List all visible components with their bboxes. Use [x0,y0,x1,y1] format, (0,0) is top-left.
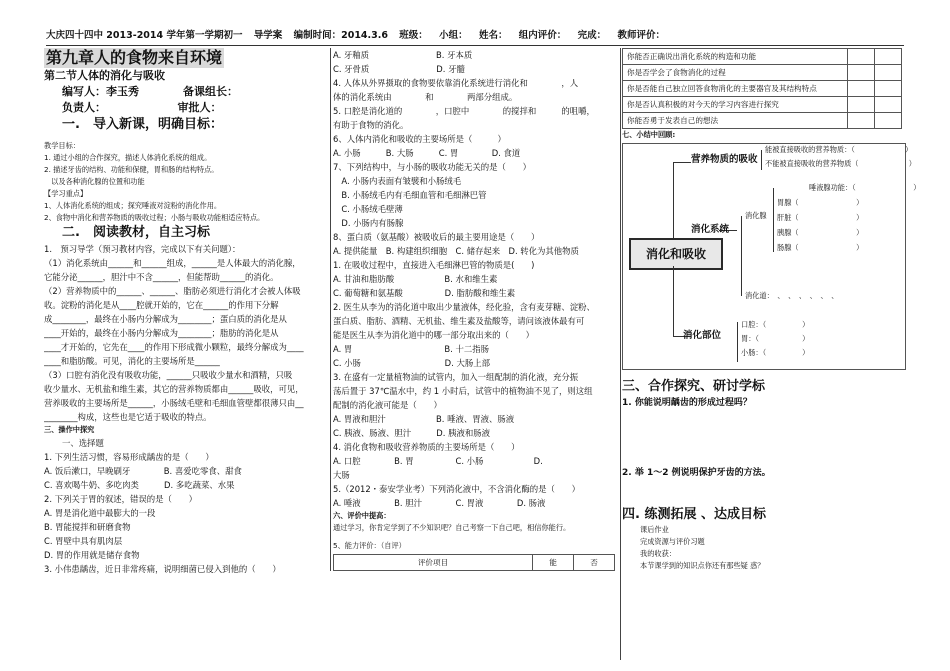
author-line: 编写人：李玉秀 备课组长： [62,85,238,98]
question-line: A. 牙釉质 B. 牙本质 [333,50,473,60]
prestudy-line: （2）营养物质中的______、______、脂肪必须进行消化才会被人体吸 [44,286,301,296]
question-line: A. 胃是消化道中最膨大的一段 [44,508,156,518]
after-line: 完成资源与评价习题 [640,537,705,546]
question-line: D. 胃的作用就是储存食物 [44,550,140,560]
question-line: C. 牙骨质 D. 牙髓 [333,64,465,74]
after-line: 本节课学到的知识点你还有那些疑 惑？ [640,561,765,570]
map-glands: 消化腺 [745,211,767,220]
map-system: 消化系统 [691,224,730,235]
question-line: 6、人体内消化和吸收的主要场所是（ ） [333,134,506,144]
criteria-row: 你是否学会了食物消化的过程 [623,65,848,81]
prestudy-line: 收。淀粉的消化是从____腔就开始的，它在______的作用下分解 [44,300,279,310]
table-header-yes: 能 [533,555,574,571]
goal-item: 以及各种消化腺的位置和功能 [44,177,145,186]
part2-heading: 二. 阅读教材，自主习标 [62,225,210,240]
left-column [44,48,328,576]
map-parts: 消化部位 [683,330,722,341]
map-stomach-gland: 胃腺（ ） [777,198,864,207]
map-nutrients-indirect: 不能被直接吸收的营养物质（ ） [765,159,916,168]
prestudy-line: ____才开始的，它先在____的作用下形成微小颗粒，最终分解成为____ [44,342,304,352]
criteria-row: 你是否能自己独立回答食物消化的主要器官及其结构特点 [623,81,848,97]
key-item: 2、食物中消化和营养物质的吸收过程；小肠与吸收功能相适应特点。 [44,213,265,222]
criteria-row: 你能否正确说出消化系统的构造和功能 [623,49,848,65]
class-field: 班级： [399,30,428,41]
question-line: 7、下列结构中，与小肠的吸收功能无关的是（ ） [333,162,531,172]
question-line: 5. 口腔是消化道的 ，口腔中 的搅拌和 的咀嚼， [333,106,595,116]
map-liver: 肝脏（ ） [777,213,864,222]
question-line: 5.（2012・泰安学业考）下列消化液中，不含消化酶的是（ ） [333,484,581,494]
table-header-item: 评价项目 [334,555,533,571]
criteria-row: 你是否认真积极的对今天的学习内容进行探究 [623,97,848,113]
eval-heading: 六、评价中提高： [333,511,391,520]
goals-title: 教学目标： [44,141,80,150]
goal-item: 1. 通过小组的合作探究，描述人体消化系统的组成。 [44,153,212,162]
question-line: A. 饭后漱口，早晚刷牙 B. 喜爱吃零食、甜食 [44,466,242,476]
date: 编制时间：2014.3.6 [293,30,388,41]
question-line: A. 胃液和胆汁 B. 唾液、胃液、肠液 [333,414,515,424]
after-line: 课后作业 [640,525,669,534]
school-title: 大庆四十四中 2013-2014 学年第一学期初一 [46,30,243,41]
group-eval-field: 组内评价： [518,30,567,41]
question-line: 2. 下列关于胃的叙述，错误的是（ ） [44,494,198,504]
question-line: 大肠 [333,470,350,480]
question-line: 2. 医生从李为的消化道中取出少量液体，经化验，含有麦芽糖、淀粉、 [333,302,595,312]
key-title: 【学习重点】 [44,189,88,198]
self-eval-table [333,554,615,571]
prestudy-line: 1. 预习导学（预习教材内容，完成以下有关问题）： [44,244,241,254]
question-line: 有助于食物的消化。 [333,120,409,130]
criteria-row: 你能否勇于发表自己的想法 [623,113,848,129]
mc-heading: 一、选择题 [62,438,104,448]
question-line: A. 提供能量 B. 构建组织细胞 C. 储存起来 D. 转化为其他物质 [333,246,579,256]
summary-heading: 七、小结中回顾: [622,130,676,139]
question-line: 蛋白质、脂肪、酒精、无机盐、维生素及盐酸等，请问该液体最有可 [333,316,585,326]
question-line: C. 小肠绒毛壁薄 [333,204,403,214]
doc-type: 导学案 [253,30,283,41]
map-small-intestine: 小肠：（ ） [741,348,810,357]
question-line: A. 唾液 B. 胆汁 C. 胃液 D. 肠液 [333,498,546,508]
right-column [622,48,921,572]
group-field: 小组： [439,30,468,41]
map-tract: 消化道： 、 、 、 、 、 、 [745,291,839,300]
question-line: 3. 小伟患龋齿，近日非常疼痛，说明细菌已侵入到他的（ ） [44,564,281,574]
map-pancreas: 胰腺（ ） [777,228,864,237]
responsible-line: 负责人： 审批人： [62,101,222,114]
concept-map [622,143,921,370]
prestudy-line: 营养吸收的主要场所是______，小肠绒毛壁和毛细血管壁都很薄只由__ [44,398,304,408]
table-header-no: 否 [574,555,615,571]
map-saliva: 唾液腺功能：（ ） [809,183,921,192]
question-line: 3. 在盛有一定量植物油的试管内，加入一组配制的消化液，充分振 [333,372,579,382]
question-line: 4. 消化食物和吸收营养物质的主要场所是（ ） [333,442,520,452]
middle-column [330,48,623,571]
prestudy-line: 它能分泌______，胆汁中不含______，但能帮助______的消化。 [44,272,279,282]
question-line: 1. 下列生活习惯，容易形成龋齿的是（ ） [44,452,214,462]
question-line: 4. 人体从外界摄取的食物要依靠消化系统进行消化和 ，人 [333,78,579,88]
name-field: 姓名： [478,30,508,41]
question-line: C. 小肠 D. 大肠上部 [333,358,490,368]
prestudy-line: 成________，最终在小肠内分解成为________；蛋白质的消化是从 [44,314,287,324]
prestudy-line: 收少量水、无机盐和维生素，其它的营养物质都由______吸收，可见， [44,384,304,394]
question-line: A. 小肠内表面有皱襞和小肠绒毛 [333,176,462,186]
eval-criteria-table [622,48,902,129]
teacher-eval-field: 教师评价： [617,30,665,41]
after-line: 我的收获： [640,549,676,558]
question-line: 荡后置于 37℃温水中，约 1 小时后，试管中的植物油不见了，则这组 [333,386,593,396]
prestudy-line: （1）消化系统由______和______组成，______是人体最大的消化腺， [44,258,301,268]
map-center: 消化和吸收 [629,238,723,270]
header-bar [46,27,904,46]
question-line: 能是医生从李为消化道中的哪一部分取出来的（ ） [333,330,534,340]
question-caries: 1. 你能说明龋齿的形成过程吗？ [622,398,752,408]
question-line: A. 甘油和脂肪酸 B. 水和维生素 [333,274,498,284]
ability-eval: 5、能力评价：（自评） [333,541,406,550]
section-title: 第二节人体的消化与吸收 [44,69,165,82]
map-stomach: 胃：（ ） [741,334,810,343]
question-line: C. 胃壁中具有肌肉层 [44,536,123,546]
question-teeth-protect: 2. 举 1～2 例说明保护牙齿的方法。 [622,468,771,478]
eval-text: 通过学习，你肯定学到了不少知识吧？自己考察一下自己吧，相信你能行。 [333,523,571,532]
question-line: 8、蛋白质（氨基酸）被吸收后的最主要用途是（ ） [333,232,540,242]
question-line: B. 胃能搅拌和研磨食物 [44,522,131,532]
question-line: C. 胰液、肠液、胆汁 D. 胰液和肠液 [333,428,490,438]
column-divider [620,48,621,660]
complete-field: 完成： [577,30,607,41]
map-mouth: 口腔：（ ） [741,320,810,329]
part3-heading: 三、操作中探究 [44,425,95,434]
prestudy-line: ________构成，这些也是它适于吸收的特点。 [44,412,212,422]
question-line: A. 小肠 B. 大肠 C. 胃 D. 食道 [333,148,521,158]
question-line: A. 胃 B. 十二指肠 [333,344,489,354]
question-line: C. 喜欢喝牛奶、多吃肉类 D. 多吃蔬菜、水果 [44,480,235,490]
question-line: 配制的消化液可能是（ ） [333,400,442,410]
map-nutrients: 营养物质的吸收 [691,154,758,165]
prestudy-line: ____和脂肪酸。可见，消化的主要场所是______ [44,356,220,366]
question-line: C. 葡萄糖和氨基酸 D. 脂肪酸和维生素 [333,288,516,298]
goal-item: 2. 描述牙齿的结构、功能和保健，胃和肠的结构特点。 [44,165,219,174]
part4-heading: 四. 练测拓展 、达成目标 [622,507,766,522]
map-nutrients-direct: 能被直接吸收的营养物质：（ ） [765,145,913,154]
prestudy-line: （3）口腔有消化没有吸收功能，______只吸收少量水和酒精，只吸 [44,370,293,380]
question-line: D. 小肠内有肠腺 [333,218,404,228]
part3-cooperate-heading: 三、合作探究、研讨学标 [622,379,766,394]
question-line: 体的消化系统由 和 两部分组成。 [333,92,518,102]
question-line: 1. 在吸收过程中，直接进入毛细淋巴管的物质是( ) [333,260,535,270]
map-intestine-gland: 肠腺（ ） [777,243,864,252]
prestudy-line: ____开始的，最终在小肠内分解成为________；脂肪的消化是从 [44,328,279,338]
question-line: A. 口腔 B. 胃 C. 小肠 D. [333,456,543,466]
part1-heading: 一. 导入新课，明确目标： [62,117,223,132]
key-item: 1、人体消化系统的组成；探究唾液对淀粉的消化作用。 [44,201,222,210]
chapter-title: 第九章人的食物来自环境 [46,48,223,67]
question-line: B. 小肠绒毛内有毛细血管和毛细淋巴管 [333,190,487,200]
